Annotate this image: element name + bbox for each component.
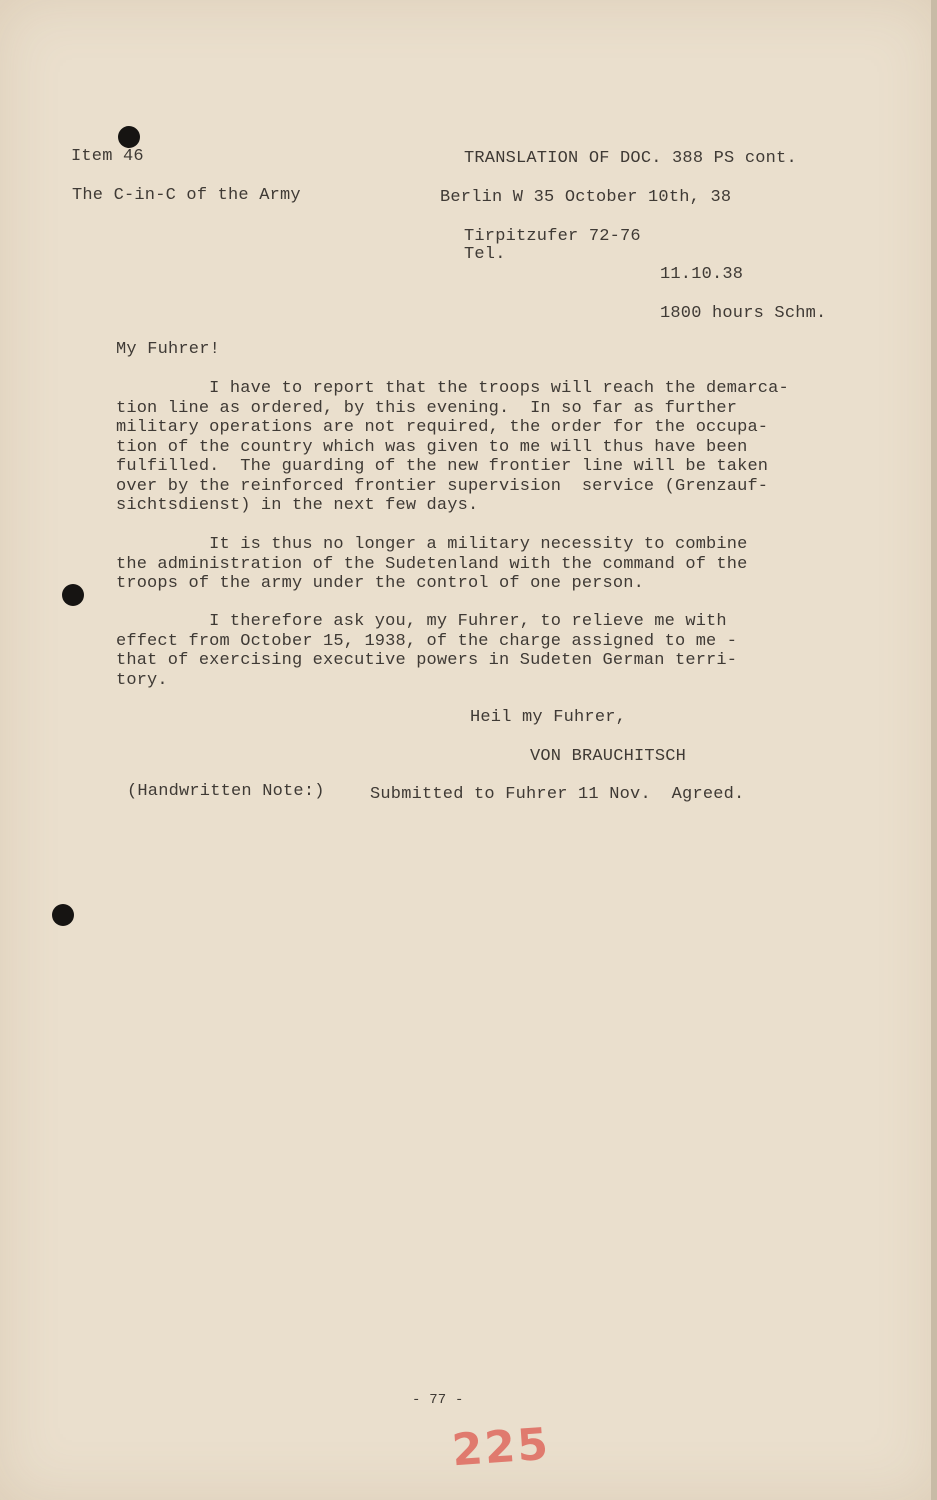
handwritten-note-text: Submitted to Fuhrer 11 Nov. Agreed. (370, 785, 745, 804)
page-number: - 77 - (412, 1392, 464, 1408)
place-date: Berlin W 35 October 10th, 38 (440, 188, 732, 207)
telephone-label: Tel. (464, 245, 506, 264)
paragraph-2: It is thus no longer a military necessity to combine the administration of the Sudetenland with the command of the troops of the army under the control of one person. (116, 535, 748, 593)
item-label: Item 46 (71, 147, 144, 166)
punch-hole-middle (62, 584, 84, 606)
closing: Heil my Fuhrer, (470, 708, 627, 727)
red-page-stamp: 225 (450, 1418, 552, 1477)
salutation: My Fuhrer! (116, 340, 221, 359)
page-edge (931, 0, 937, 1500)
translation-label: TRANSLATION OF DOC. 388 PS cont. (464, 149, 797, 168)
sender-title: The C-in-C of the Army (72, 186, 301, 205)
address: Tirpitzufer 72-76 (464, 227, 641, 246)
punch-hole-top (118, 126, 140, 148)
signature: VON BRAUCHITSCH (530, 747, 687, 766)
paragraph-1: I have to report that the troops will reach the demarca- tion line as ordered, by this evening. In so far as further military operations are not required, the order for the occupa- tion of the country which was given to me will thus have been fulfilled. The guarding of the new frontier line will be taken over by the reinforced frontier supervision service (Grenzauf- sichtsdienst) in the next few days. (116, 379, 789, 515)
punch-hole-bottom (52, 904, 74, 926)
received-time: 1800 hours Schm. (660, 304, 827, 323)
paragraph-3: I therefore ask you, my Fuhrer, to relieve me with effect from October 15, 1938, of the charge assigned to me - that of exercising executive powers in Sudeten German terri- tory. (116, 612, 738, 690)
handwritten-note-label: (Handwritten Note:) (127, 782, 325, 801)
received-date: 11.10.38 (660, 265, 744, 284)
